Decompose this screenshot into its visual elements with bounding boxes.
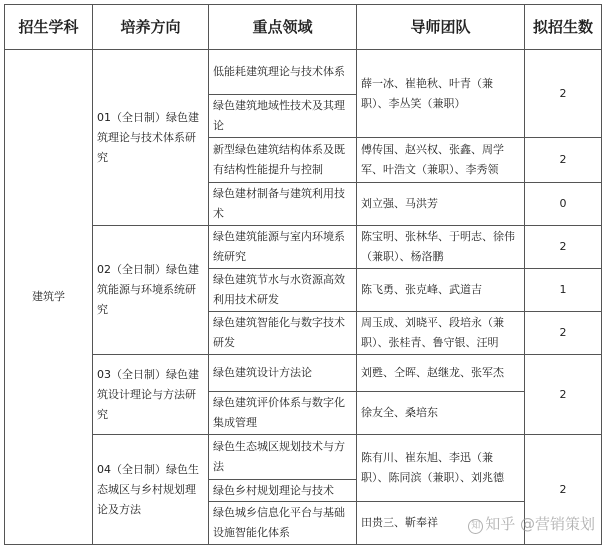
direction-cell: 03（全日制）绿色建筑设计理论与方法研究	[93, 355, 209, 435]
discipline-cell: 建筑学	[5, 50, 93, 545]
quota-cell: 2	[525, 312, 602, 355]
header-quota: 拟招生数	[525, 5, 602, 50]
team-cell: 田贵三、靳奉祥	[357, 502, 525, 545]
quota-cell: 2	[525, 435, 602, 545]
quota-cell: 2	[525, 138, 602, 183]
area-cell: 绿色城乡信息化平台与基础设施智能化体系	[209, 502, 357, 545]
enrollment-table	[4, 4, 602, 545]
quota-cell: 2	[525, 50, 602, 138]
quota-cell: 0	[525, 183, 602, 226]
team-cell: 陈有川、崔东旭、李迅（兼职）、陈同滨（兼职）、刘兆德	[357, 435, 525, 502]
table-row	[5, 435, 602, 480]
team-cell: 陈宝明、张林华、于明志、徐伟（兼职）、杨洛鹏	[357, 226, 525, 269]
team-cell: 陈飞勇、张克峰、武道吉	[357, 269, 525, 312]
table-row	[5, 226, 602, 269]
direction-cell: 02（全日制）绿色建筑能源与环境系统研究	[93, 226, 209, 355]
quota-cell: 1	[525, 269, 602, 312]
area-cell: 绿色建筑评价体系与数字化集成管理	[209, 392, 357, 435]
quota-cell: 2	[525, 355, 602, 435]
header-team: 导师团队	[357, 5, 525, 50]
table-row	[5, 50, 602, 95]
team-cell: 薛一冰、崔艳秋、叶青（兼职）、李丛笑（兼职）	[357, 50, 525, 138]
header-row	[5, 5, 602, 50]
area-cell: 绿色建材制备与建筑利用技术	[209, 183, 357, 226]
direction-cell: 04（全日制）绿色生态城区与乡村规划理论及方法	[93, 435, 209, 545]
area-cell: 新型绿色建筑结构体系及既有结构性能提升与控制	[209, 138, 357, 183]
header-discipline: 招生学科	[5, 5, 93, 50]
area-cell: 绿色乡村规划理论与技术	[209, 480, 357, 502]
area-cell: 绿色建筑智能化与数字技术研发	[209, 312, 357, 355]
area-cell: 绿色建筑节水与水资源高效利用技术研发	[209, 269, 357, 312]
table-row	[5, 355, 602, 392]
area-cell: 绿色建筑地域性技术及其理论	[209, 95, 357, 138]
area-cell: 低能耗建筑理论与技术体系	[209, 50, 357, 95]
header-direction: 培养方向	[93, 5, 209, 50]
quota-cell: 2	[525, 226, 602, 269]
watermark-text: 知乎 @营销策划	[485, 515, 595, 533]
area-cell: 绿色建筑能源与室内环境系统研究	[209, 226, 357, 269]
zhihu-logo-icon: 知	[468, 519, 483, 534]
direction-cell: 01（全日制）绿色建筑理论与技术体系研究	[93, 50, 209, 226]
team-cell: 傅传国、赵兴权、张鑫、周学军、叶浩文（兼职）、李秀领	[357, 138, 525, 183]
team-cell: 徐友全、桑培东	[357, 392, 525, 435]
area-cell: 绿色建筑设计方法论	[209, 355, 357, 392]
header-focus: 重点领域	[209, 5, 357, 50]
team-cell: 周玉成、刘晓平、段培永（兼职）、张桂青、鲁守银、汪明	[357, 312, 525, 355]
area-cell: 绿色生态城区规划技术与方法	[209, 435, 357, 480]
team-cell: 刘立强、马洪芳	[357, 183, 525, 226]
team-cell: 刘甦、仝晖、赵继龙、张军杰	[357, 355, 525, 392]
